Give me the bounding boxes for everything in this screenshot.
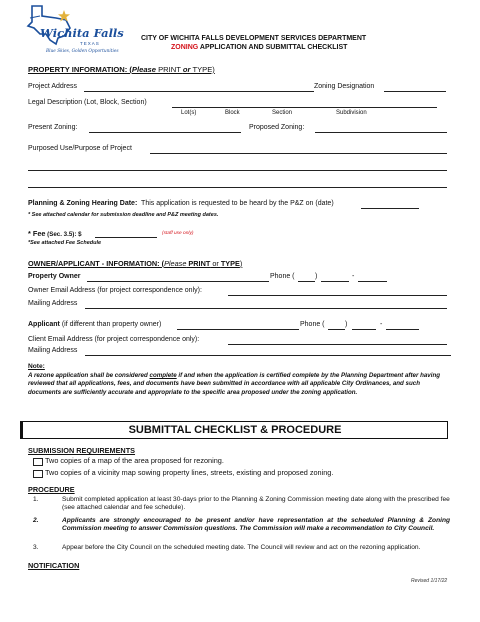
star-icon bbox=[58, 10, 70, 22]
section-sub-label: Section bbox=[272, 110, 293, 116]
subtitle-rest: APPLICATION AND SUBMITTAL CHECKLIST bbox=[198, 44, 348, 51]
requirement-map: Two copies of a map of the area proposed for rezoning. bbox=[45, 456, 224, 465]
applicant-phone-close: ) bbox=[345, 321, 348, 328]
heading-or: or bbox=[182, 65, 191, 74]
owner-phone-area-field[interactable] bbox=[298, 272, 318, 282]
owner-mailing-label: Mailing Address bbox=[28, 300, 78, 307]
hearing-text: This application is requested to be heard by the P&Z on (date) bbox=[141, 200, 334, 207]
hearing-date-field[interactable] bbox=[361, 199, 419, 209]
fee-field[interactable] bbox=[95, 228, 157, 238]
applicant-note: (if different than property owner) bbox=[59, 321, 162, 328]
procedure-step-1: Submit completed application at least 30-days prior to the Planning & Zoning Commission meeting date along with the prescribed fee (see attached calendar and fee schedule). bbox=[62, 496, 450, 512]
property-heading bbox=[28, 65, 215, 74]
applicant-phone-prefix-field[interactable] bbox=[352, 320, 376, 330]
owner-heading-print: PRINT bbox=[186, 259, 211, 268]
owner-heading-or: or bbox=[210, 259, 221, 268]
note-text-2: if and when the application is certified complete by the Planning Department after having reviewed that all applications, fees, and documents have been submitted in accordance with all applicable City Ordinances, and such documents are sufficiently accurate and appropriate to the specific area proposed under the zoning application. bbox=[28, 372, 441, 396]
purposed-use-line-2[interactable] bbox=[28, 170, 447, 171]
applicant-field[interactable] bbox=[177, 320, 299, 330]
fee-schedule-note: *See attached Fee Schedule bbox=[28, 240, 102, 246]
legal-description-field[interactable] bbox=[172, 98, 437, 108]
applicant-mailing-field[interactable] bbox=[85, 346, 451, 356]
fee-star: * bbox=[28, 229, 33, 238]
heading-please: Please bbox=[131, 65, 156, 74]
owner-heading bbox=[28, 259, 242, 268]
hearing-date-row bbox=[28, 200, 334, 207]
owner-phone-prefix-field[interactable] bbox=[321, 272, 349, 282]
submission-heading: SUBMISSION REQUIREMENTS bbox=[28, 446, 136, 455]
hearing-label: Planning & Zoning Hearing Date: bbox=[28, 200, 138, 207]
checkbox-map[interactable] bbox=[33, 458, 43, 466]
owner-phone-close: ) bbox=[315, 273, 318, 280]
owner-email-field[interactable] bbox=[228, 286, 447, 296]
client-email-field[interactable] bbox=[228, 335, 447, 345]
owner-phone-dash: - bbox=[352, 273, 355, 280]
form-subtitle bbox=[171, 44, 347, 51]
lot-sub-label: Lot(s) bbox=[181, 110, 197, 116]
zoning-designation-label: Zoning Designation bbox=[314, 83, 375, 90]
project-address-field[interactable] bbox=[84, 82, 314, 92]
legal-description-label: Legal Description (Lot, Block, Section) bbox=[28, 99, 147, 106]
proposed-zoning-field[interactable] bbox=[315, 123, 447, 133]
department-title: CITY OF WICHITA FALLS DEVELOPMENT SERVICES DEPARTMENT bbox=[141, 35, 367, 42]
property-owner-field[interactable] bbox=[87, 272, 269, 282]
applicant-mailing-label: Mailing Address bbox=[28, 347, 78, 354]
city-logo bbox=[26, 4, 124, 62]
heading-text: PROPERTY INFORMATION: ( bbox=[28, 65, 132, 74]
applicant-label: Applicant bbox=[28, 321, 60, 328]
notification-heading: NOTIFICATION bbox=[28, 561, 80, 570]
owner-heading-please: Please bbox=[164, 259, 187, 268]
purposed-use-label: Purposed Use/Purpose of Project bbox=[28, 145, 132, 152]
applicant-phone-label: Phone ( bbox=[300, 321, 325, 328]
proposed-zoning-label: Proposed Zoning: bbox=[249, 124, 305, 131]
note-paragraph bbox=[28, 372, 448, 397]
procedure-step-3: Appear before the City Council on the scheduled meeting date. The Council will review and act on the rezoning application. bbox=[62, 544, 421, 551]
note-text-1: A rezone application shall be considered bbox=[28, 372, 150, 379]
logo-state: TEXAS bbox=[80, 41, 100, 46]
owner-phone-label: Phone ( bbox=[270, 273, 295, 280]
property-owner-label: Property Owner bbox=[28, 273, 81, 280]
present-zoning-field[interactable] bbox=[89, 123, 241, 133]
owner-mailing-field[interactable] bbox=[85, 299, 447, 309]
fee-row bbox=[28, 229, 82, 238]
subdivision-sub-label: Subdivision bbox=[336, 110, 367, 116]
owner-email-label: Owner Email Address (for project correspondence only): bbox=[28, 287, 202, 294]
applicant-phone-dash: - bbox=[380, 321, 383, 328]
logo-tagline: Blue Skies, Golden Opportunities bbox=[46, 49, 119, 54]
checkbox-vicinity[interactable] bbox=[33, 470, 43, 478]
checklist-banner bbox=[20, 421, 448, 439]
procedure-num-3: 3. bbox=[33, 544, 39, 551]
procedure-heading: PROCEDURE bbox=[28, 485, 75, 494]
project-address-label: Project Address bbox=[28, 83, 78, 90]
client-email-label: Client Email Address (for project correspondence only): bbox=[28, 336, 200, 343]
procedure-num-1: 1. bbox=[33, 496, 39, 503]
heading-print: PRINT bbox=[156, 65, 183, 74]
fee-sec: (Sec. 3.5): $ bbox=[45, 231, 82, 238]
owner-phone-line-field[interactable] bbox=[358, 272, 387, 282]
owner-heading-close: ) bbox=[239, 259, 243, 268]
procedure-step-2: Applicants are strongly encouraged to be present and/or have representation at the scheduled Planning & Zoning Commission meeting to answer Commission questions. The Commission will make a recommendation to City Council. bbox=[62, 517, 450, 533]
logo-city-name: Wichita Falls bbox=[40, 26, 124, 40]
checklist-banner-title: SUBMITTAL CHECKLIST & PROCEDURE bbox=[128, 424, 342, 436]
present-zoning-label: Present Zoning: bbox=[28, 124, 78, 131]
note-complete: complete bbox=[149, 372, 177, 379]
purposed-use-line-3[interactable] bbox=[28, 187, 447, 188]
note-title: Note: bbox=[28, 363, 45, 370]
block-sub-label: Block bbox=[225, 110, 240, 116]
fee-label: Fee bbox=[32, 229, 46, 238]
applicant-row bbox=[28, 321, 161, 328]
revised-date: Revised 1/17/22 bbox=[411, 578, 448, 584]
applicant-phone-line-field[interactable] bbox=[386, 320, 419, 330]
purposed-use-field[interactable] bbox=[150, 144, 447, 154]
requirement-vicinity: Two copies of a vicinity map sowing property lines, streets, existing and proposed zoning. bbox=[45, 468, 334, 477]
zoning-designation-field[interactable] bbox=[384, 82, 446, 92]
hearing-note: * See attached calendar for submission deadline and P&Z meeting dates. bbox=[28, 212, 219, 218]
zoning-word: ZONING bbox=[171, 44, 199, 51]
fee-staff-use: (staff use only) bbox=[162, 231, 194, 236]
procedure-num-2: 2. bbox=[33, 517, 39, 524]
heading-type: TYPE) bbox=[190, 65, 215, 74]
owner-heading-type: TYPE bbox=[220, 259, 240, 268]
owner-heading-text: OWNER/APPLICANT - INFORMATION: ( bbox=[28, 259, 165, 268]
applicant-phone-area-field[interactable] bbox=[328, 320, 348, 330]
